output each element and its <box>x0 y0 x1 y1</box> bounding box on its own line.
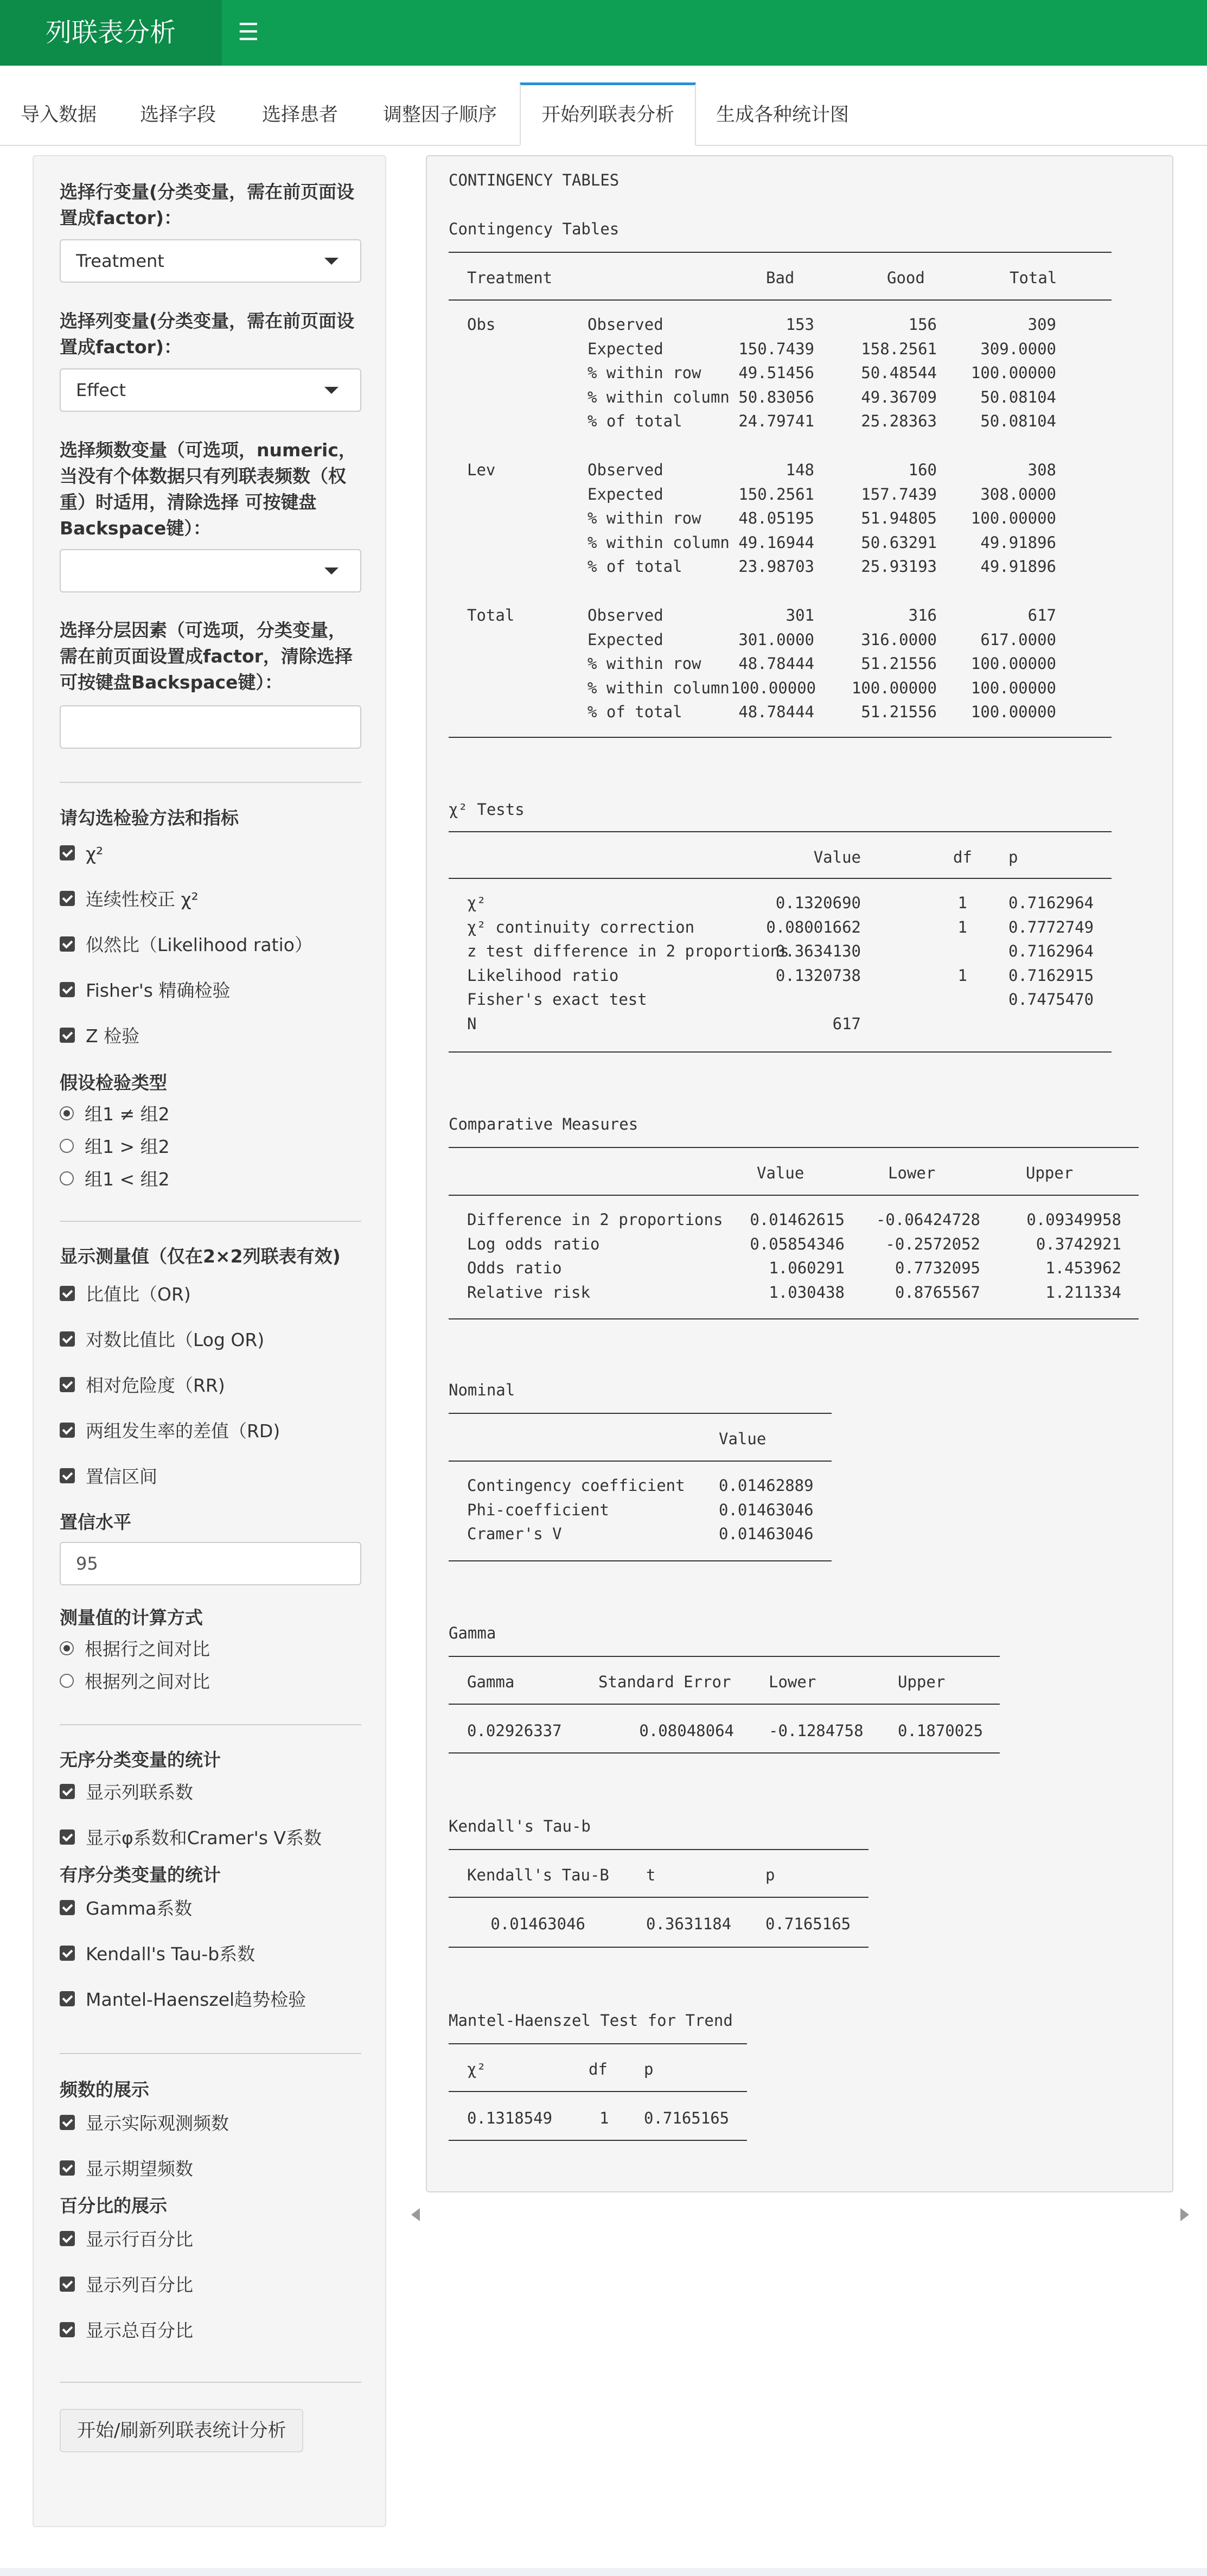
measure-rr-checkbox[interactable]: 相对危险度（RR) <box>60 1374 225 1398</box>
measure-ci-checkbox[interactable]: 置信区间 <box>60 1465 157 1489</box>
chi-df: 1 <box>957 917 967 936</box>
chi-row-label: χ² continuity correction <box>467 917 695 936</box>
checkbox-checked-icon <box>60 1991 75 2006</box>
row-variable-value: Treatment <box>76 251 164 271</box>
comp-header-upper: Upper <box>1026 1164 1074 1182</box>
ct-cell-bad: 301 <box>785 606 814 624</box>
ct-header-bad: Bad <box>766 269 795 287</box>
hypothesis-radio-lt[interactable]: 组1 < 组2 <box>60 1168 170 1191</box>
radio-selected-icon <box>60 1641 74 1655</box>
ct-cell-bad: 301.0000 <box>738 630 814 649</box>
divider <box>60 782 361 783</box>
ct-cell-good: 25.93193 <box>861 557 937 576</box>
rule <box>449 1461 832 1462</box>
ct-cell-bad: 48.05195 <box>738 509 814 527</box>
ct-cell-good: 51.94805 <box>861 509 937 527</box>
rule <box>449 299 1112 301</box>
ct-cell-good: 160 <box>908 461 937 479</box>
column-variable-select[interactable] <box>60 368 361 412</box>
gamma-header-lower: Lower <box>769 1673 816 1691</box>
ct-cell-total: 50.08104 <box>980 412 1056 430</box>
strata-input[interactable] <box>60 705 361 749</box>
tab-contingency-analysis[interactable]: 开始列联表分析 <box>520 82 696 146</box>
test-continuity-checkbox[interactable]: 连续性校正 χ² <box>60 888 199 911</box>
kendall-header-tau: Kendall's Tau-B <box>467 1866 609 1884</box>
ct-row-label: Expected <box>587 484 663 503</box>
ct-cell-bad: 48.78444 <box>738 703 814 721</box>
checkbox-checked-icon <box>60 845 75 860</box>
sidebar-panel <box>33 155 386 2527</box>
nominal-row-label: Contingency coefficient <box>467 1476 685 1495</box>
column-variable-label: 选择列变量(分类变量，需在前页面设置成factor)： <box>60 310 355 358</box>
checkbox-checked-icon <box>60 2231 75 2246</box>
chi-row-label: Likelihood ratio <box>467 966 619 985</box>
rule <box>449 1147 1139 1148</box>
divider <box>60 1221 361 1222</box>
rule <box>449 737 1112 738</box>
gamma-se: 0.08048064 <box>639 1721 734 1740</box>
tab-import-data[interactable]: 导入数据 <box>21 104 97 126</box>
rule <box>449 1897 868 1898</box>
test-chi-square-checkbox[interactable]: χ² <box>60 842 103 866</box>
radio-selected-icon <box>60 1106 74 1120</box>
checkbox-checked-icon <box>60 2115 75 2130</box>
ct-row-label: % within row <box>587 364 701 382</box>
ct-cell-total: 308 <box>1027 461 1056 479</box>
chi-row-label: χ² <box>467 894 486 912</box>
chi-value: 0.1320690 <box>775 894 861 912</box>
ct-row-label: Expected <box>587 630 663 649</box>
comp-upper: 1.211334 <box>1045 1283 1121 1302</box>
radio-icon <box>60 1674 74 1688</box>
caret-down-icon <box>324 387 339 394</box>
mantel-haenszel-checkbox[interactable]: Mantel-Haenszel趋势检验 <box>60 1988 306 2012</box>
test-likelihood-checkbox[interactable]: 似然比（Likelihood ratio） <box>60 933 312 957</box>
comp-row-label: Log odds ratio <box>467 1234 600 1253</box>
chi-p: 0.7162964 <box>1008 942 1094 960</box>
comp-value: 1.030438 <box>769 1283 845 1302</box>
gamma-checkbox[interactable]: Gamma系数 <box>60 1897 192 1921</box>
ct-cell-total: 100.00000 <box>970 364 1056 382</box>
ct-cell-total: 617 <box>1027 606 1056 624</box>
comp-row-label: Odds ratio <box>467 1259 562 1277</box>
ct-cell-good: 51.21556 <box>861 654 937 673</box>
ct-heading: Contingency Tables <box>449 220 620 238</box>
nominal-value: 0.01462889 <box>719 1476 814 1495</box>
rule <box>449 1947 868 1948</box>
hypothesis-radio-gt[interactable]: 组1 > 组2 <box>60 1135 170 1159</box>
confidence-level-input[interactable]: 95 <box>60 1542 361 1585</box>
ct-row-label: % within column <box>587 678 730 697</box>
ct-row-label: Observed <box>587 315 663 334</box>
divider <box>60 1724 361 1725</box>
ct-cell-good: 157.7439 <box>861 484 937 503</box>
kendall-tau: 0.01463046 <box>490 1915 585 1933</box>
chi-df: 1 <box>957 966 967 985</box>
ct-group-label: Lev <box>467 461 496 479</box>
chi-value: 0.1320738 <box>775 966 861 985</box>
rule <box>449 1051 1112 1053</box>
ct-cell-total: 100.00000 <box>970 703 1056 721</box>
rule <box>449 1704 1000 1705</box>
column-variable-value: Effect <box>76 380 126 400</box>
rule <box>449 252 1112 253</box>
kendall-header-t: t <box>646 1866 656 1884</box>
mh-header-chi: χ² <box>467 2060 486 2078</box>
checkbox-checked-icon <box>60 936 75 952</box>
show-expected-checkbox[interactable]: 显示期望频数 <box>60 2157 193 2181</box>
divider <box>60 2382 361 2383</box>
rule <box>449 1656 1000 1657</box>
ct-row-label: % of total <box>587 703 682 721</box>
gamma-value: 0.02926337 <box>467 1721 562 1740</box>
chi-value: 0.08001662 <box>766 917 861 936</box>
ct-cell-total: 617.0000 <box>980 630 1056 649</box>
ct-header-good: Good <box>887 269 925 287</box>
checkbox-checked-icon <box>60 1028 75 1043</box>
kendall-heading: Kendall's Tau-b <box>449 1817 591 1835</box>
comp-lower: -0.2572052 <box>885 1234 980 1253</box>
chi-header-df: df <box>953 848 972 866</box>
kendall-checkbox[interactable]: Kendall's Tau-b系数 <box>60 1942 255 1966</box>
ct-cell-good: 100.00000 <box>851 678 937 697</box>
test-z-checkbox[interactable]: Z 检验 <box>60 1024 139 1048</box>
ct-cell-good: 156 <box>908 315 937 334</box>
output-title: CONTINGENCY TABLES <box>449 171 620 189</box>
tab-factor-order[interactable]: 调整因子顺序 <box>383 104 497 126</box>
comp-upper: 1.453962 <box>1045 1259 1121 1277</box>
comp-row-label: Relative risk <box>467 1283 590 1302</box>
chi-p: 0.7475470 <box>1008 990 1094 1009</box>
ct-cell-bad: 150.2561 <box>738 484 814 503</box>
ct-cell-total: 308.0000 <box>980 484 1056 503</box>
nominal-row-label: Cramer's V <box>467 1525 562 1543</box>
mh-header-p: p <box>644 2060 654 2078</box>
caret-down-icon <box>324 568 339 575</box>
ct-cell-total: 100.00000 <box>970 678 1056 697</box>
ct-cell-good: 316 <box>908 606 937 624</box>
gamma-header-se: Standard Error <box>598 1673 731 1691</box>
rule <box>449 2140 747 2141</box>
frequency-variable-select[interactable] <box>60 549 361 592</box>
show-observed-checkbox[interactable]: 显示实际观测频数 <box>60 2112 229 2135</box>
show-row-percent-checkbox[interactable]: 显示行百分比 <box>60 2228 193 2252</box>
checkbox-checked-icon <box>60 1946 75 1961</box>
rule <box>449 1195 1139 1196</box>
gamma-header-gamma: Gamma <box>467 1673 515 1691</box>
ct-row-label: % within row <box>587 509 701 527</box>
hypothesis-heading: 假设检验类型 <box>60 1072 167 1093</box>
checkbox-checked-icon <box>60 891 75 906</box>
checkbox-checked-icon <box>60 1900 75 1915</box>
comp-lower: 0.8765567 <box>895 1283 980 1302</box>
checkbox-checked-icon <box>60 1423 75 1438</box>
tab-bar <box>0 82 1207 146</box>
rule <box>449 1413 832 1414</box>
frequency-display-heading: 频数的展示 <box>60 2079 149 2100</box>
tests-heading: 请勾选检验方法和指标 <box>60 807 239 828</box>
ct-cell-bad: 100.00000 <box>731 678 816 697</box>
ct-row-label: Observed <box>587 606 663 624</box>
rule <box>449 1318 1139 1319</box>
rule <box>449 1849 868 1850</box>
comp-value: 0.01462615 <box>750 1210 845 1229</box>
ct-cell-bad: 153 <box>785 315 814 334</box>
nominal-row-label: Phi-coefficient <box>467 1500 609 1519</box>
checkbox-checked-icon <box>60 2160 75 2176</box>
ct-cell-good: 50.48544 <box>861 364 937 382</box>
ct-group-label: Obs <box>467 315 496 334</box>
chi-heading: χ² Tests <box>449 800 525 819</box>
ct-cell-good: 50.63291 <box>861 533 937 552</box>
comp-heading: Comparative Measures <box>449 1115 638 1133</box>
ct-cell-bad: 148 <box>785 461 814 479</box>
calc-by-row-radio[interactable]: 根据行之间对比 <box>60 1637 210 1661</box>
rule <box>449 831 1112 832</box>
comp-lower: -0.06424728 <box>876 1210 980 1229</box>
chi-df: 1 <box>957 894 967 912</box>
ct-row-label: % of total <box>587 412 682 430</box>
comp-value: 0.05854346 <box>750 1234 845 1253</box>
checkbox-checked-icon <box>60 1829 75 1845</box>
top-navbar <box>0 0 1207 66</box>
ct-cell-total: 309 <box>1027 315 1056 334</box>
ct-cell-bad: 49.16944 <box>738 533 814 552</box>
rule <box>449 1560 832 1561</box>
app-title: 列联表分析 <box>0 0 222 66</box>
comp-header-lower: Lower <box>888 1164 936 1182</box>
chi-p: 0.7162964 <box>1008 894 1094 912</box>
ct-group-label: Total <box>467 606 515 624</box>
mh-df: 1 <box>599 2109 609 2127</box>
ct-cell-bad: 48.78444 <box>738 654 814 673</box>
mh-heading: Mantel-Haenszel Test for Trend <box>449 2011 733 2030</box>
radio-icon <box>60 1171 74 1185</box>
ct-cell-total: 309.0000 <box>980 339 1056 358</box>
kendall-p: 0.7165165 <box>765 1915 851 1933</box>
mh-header-df: df <box>589 2060 608 2078</box>
test-fisher-checkbox[interactable]: Fisher's 精确检验 <box>60 979 230 1003</box>
ct-row-label: % within row <box>587 654 701 673</box>
ct-row-label: Expected <box>587 339 663 358</box>
scroll-right-arrow-icon[interactable] <box>1180 2208 1189 2221</box>
tab-select-patients[interactable]: 选择患者 <box>262 104 339 126</box>
nominal-value: 0.01463046 <box>719 1525 814 1543</box>
show-column-percent-checkbox[interactable]: 显示列百分比 <box>60 2273 193 2297</box>
strata-label: 选择分层因素（可选项，分类变量，需在前页面设置成factor，清除选择可按键盘Backspace键）： <box>60 620 353 693</box>
ct-row-label: Observed <box>587 461 663 479</box>
ct-cell-good: 158.2561 <box>861 339 937 358</box>
ct-cell-total: 100.00000 <box>970 509 1056 527</box>
calc-method-heading: 测量值的计算方式 <box>60 1607 203 1628</box>
ct-cell-total: 50.08104 <box>980 387 1056 406</box>
ct-cell-good: 51.21556 <box>861 703 937 721</box>
chi-row-label: Fisher's exact test <box>467 990 647 1009</box>
gamma-heading: Gamma <box>449 1624 496 1642</box>
nominal-heading: Nominal <box>449 1381 515 1399</box>
divider <box>60 2053 361 2054</box>
bars-icon[interactable]: ☰ <box>238 18 259 46</box>
gamma-lower: -0.1284758 <box>769 1721 864 1740</box>
mh-p: 0.7165165 <box>644 2109 730 2127</box>
ct-cell-bad: 49.51456 <box>738 364 814 382</box>
nominal-header-value: Value <box>719 1430 767 1448</box>
nominal-value: 0.01463046 <box>719 1500 814 1519</box>
show-total-percent-checkbox[interactable]: 显示总百分比 <box>60 2319 193 2343</box>
checkbox-checked-icon <box>60 2277 75 2292</box>
gamma-header-upper: Upper <box>898 1673 946 1691</box>
ct-row-label: % within column <box>587 387 730 406</box>
rule <box>449 1752 1000 1754</box>
chi-p: 0.7162915 <box>1008 966 1094 985</box>
chi-header-value: Value <box>813 848 861 866</box>
gamma-upper: 0.1870025 <box>898 1721 984 1740</box>
chi-p: 0.7772749 <box>1008 917 1094 936</box>
rule <box>449 878 1112 879</box>
run-analysis-button[interactable]: 开始/刷新列联表统计分析 <box>60 2409 303 2452</box>
tab-generate-charts[interactable]: 生成各种统计图 <box>716 104 850 126</box>
comp-value: 1.060291 <box>769 1259 845 1277</box>
ct-cell-bad: 23.98703 <box>738 557 814 576</box>
chi-value: 617 <box>832 1014 861 1033</box>
page-bottom-bar <box>0 2568 1207 2576</box>
ct-cell-good: 316.0000 <box>861 630 937 649</box>
ct-cell-good: 49.36709 <box>861 387 937 406</box>
measure-or-checkbox[interactable]: 比值比（OR) <box>60 1283 191 1306</box>
output-panel <box>426 155 1173 2192</box>
checkbox-checked-icon <box>60 1468 75 1483</box>
ct-cell-bad: 150.7439 <box>738 339 814 358</box>
rule <box>449 2091 747 2092</box>
row-variable-label: 选择行变量(分类变量，需在前页面设置成factor)： <box>60 181 355 228</box>
ct-cell-bad: 50.83056 <box>738 387 814 406</box>
comp-upper: 0.3742921 <box>1036 1234 1121 1253</box>
checkbox-checked-icon <box>60 1784 75 1799</box>
mh-chi: 0.1318549 <box>467 2109 553 2127</box>
ct-cell-bad: 24.79741 <box>738 412 814 430</box>
measure-logor-checkbox[interactable]: 对数比值比（Log OR) <box>60 1328 264 1352</box>
confidence-level-label: 置信水平 <box>60 1512 131 1533</box>
nominal-heading: 无序分类变量的统计 <box>60 1749 221 1770</box>
ct-row-label: % within column <box>587 533 730 552</box>
kendall-header-p: p <box>765 1866 775 1884</box>
ct-cell-total: 49.91896 <box>980 533 1056 552</box>
ct-cell-good: 25.28363 <box>861 412 937 430</box>
ordinal-heading: 有序分类变量的统计 <box>60 1864 221 1885</box>
row-variable-select[interactable] <box>60 239 361 283</box>
kendall-t: 0.3631184 <box>646 1915 732 1933</box>
contingency-coef-checkbox[interactable]: 显示列联系数 <box>60 1781 193 1805</box>
comp-lower: 0.7732095 <box>895 1259 980 1277</box>
measures-heading: 显示测量值（仅在2×2列联表有效) <box>60 1246 341 1267</box>
checkbox-checked-icon <box>60 982 75 997</box>
checkbox-checked-icon <box>60 1286 75 1301</box>
checkbox-checked-icon <box>60 1331 75 1347</box>
ct-row-label: % of total <box>587 557 682 576</box>
comp-upper: 0.09349958 <box>1026 1210 1121 1229</box>
measure-rd-checkbox[interactable]: 两组发生率的差值（RD) <box>60 1419 280 1443</box>
calc-by-column-radio[interactable]: 根据列之间对比 <box>60 1670 210 1694</box>
ct-cell-total: 49.91896 <box>980 557 1056 576</box>
ct-header-total: Total <box>1010 269 1057 287</box>
scroll-left-arrow-icon[interactable] <box>411 2208 420 2221</box>
phi-cramer-checkbox[interactable]: 显示φ系数和Cramer's V系数 <box>60 1826 322 1850</box>
ct-header-treatment: Treatment <box>467 269 553 287</box>
comp-row-label: Difference in 2 proportions <box>467 1210 723 1229</box>
ct-cell-total: 100.00000 <box>970 654 1056 673</box>
comp-header-value: Value <box>757 1164 804 1182</box>
frequency-variable-label: 选择频数变量（可选项，numeric，当没有个体数据只有列联表频数（权重）时适用，清除选择 可按键盘Backspace键）： <box>60 439 356 539</box>
checkbox-checked-icon <box>60 1377 75 1392</box>
chi-row-label: N <box>467 1014 477 1033</box>
radio-icon <box>60 1139 74 1153</box>
tab-select-fields[interactable]: 选择字段 <box>140 104 216 126</box>
caret-down-icon <box>324 258 339 265</box>
checkbox-checked-icon <box>60 2322 75 2337</box>
chi-header-p: p <box>1008 848 1018 866</box>
chi-value: 0.3634130 <box>775 942 861 960</box>
rule <box>449 2043 747 2044</box>
hypothesis-radio-neq[interactable]: 组1 ≠ 组2 <box>60 1102 170 1126</box>
percent-display-heading: 百分比的展示 <box>60 2195 167 2216</box>
chi-row-label: z test difference in 2 proportions <box>467 942 789 960</box>
